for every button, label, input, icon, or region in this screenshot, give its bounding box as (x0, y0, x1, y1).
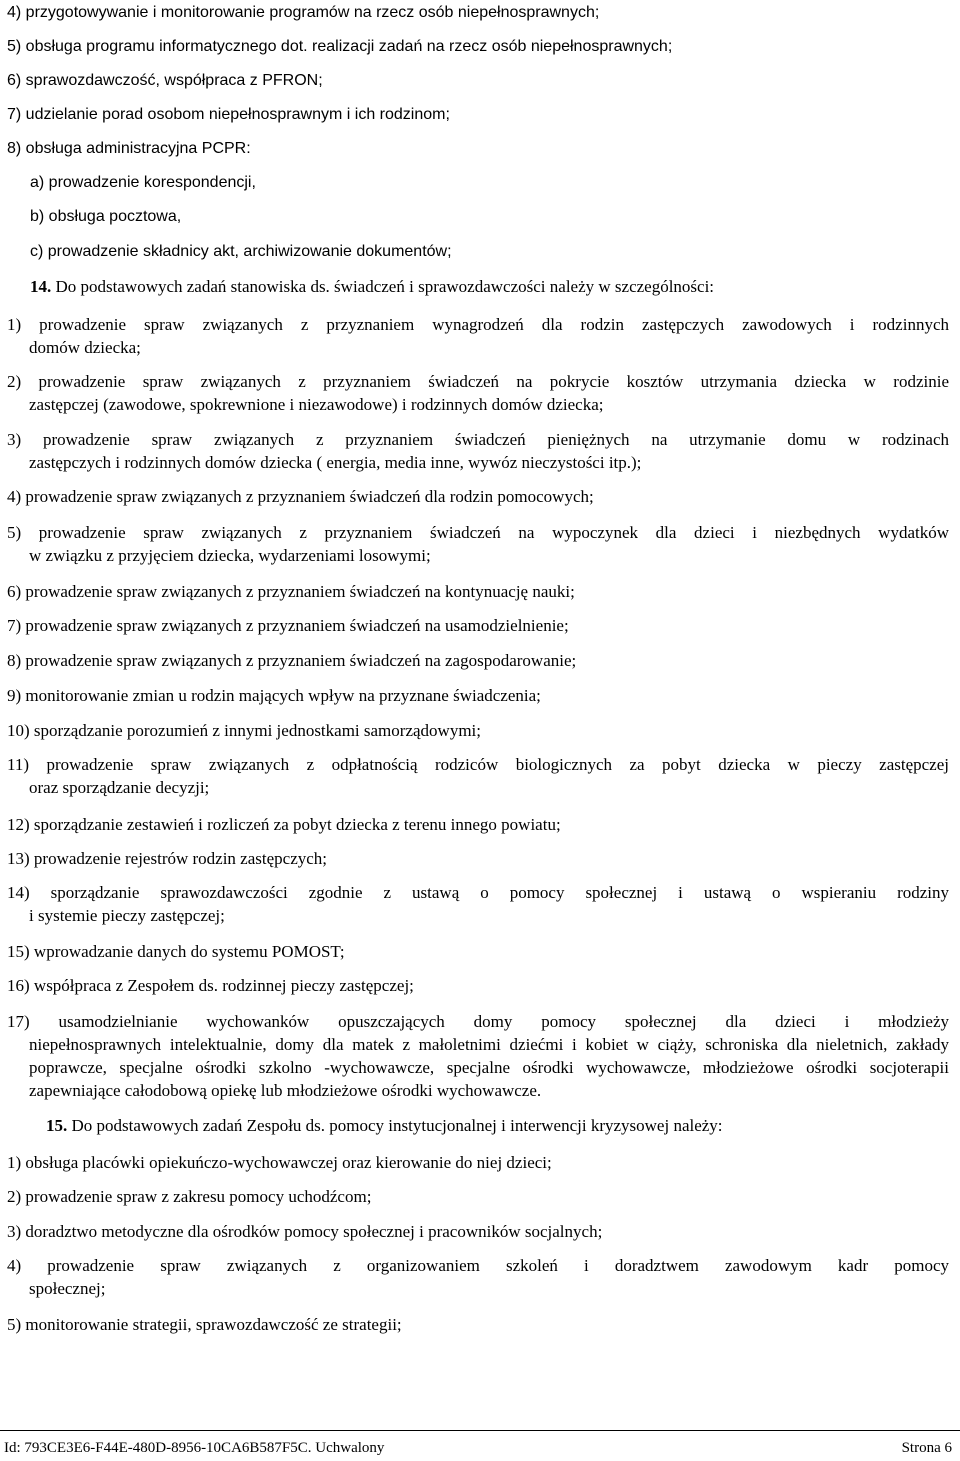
list-item-14-2 (7, 370, 949, 416)
item-first-line: 4) prowadzenie spraw związanych z organizowaniem szkoleń i doradztwem zawodowym kadr pomocy (7, 1256, 949, 1275)
item-first-line: 3) prowadzenie spraw związanych z przyznaniem świadczeń pieniężnych na utrzymanie domu w rodzinach (7, 430, 949, 449)
list-item-14-6 (7, 580, 949, 603)
item-first-line: 1) prowadzenie spraw związanych z przyznaniem wynagrodzeń dla rodzin zastępczych zawodowych i rodzinnych (7, 315, 949, 334)
item-first-line: 7) prowadzenie spraw związanych z przyznaniem świadczeń na usamodzielnienie; (7, 616, 569, 635)
page-number: Strona 6 (901, 1440, 952, 1456)
list-item-15-5 (7, 1313, 949, 1336)
list-item-14-14 (7, 881, 949, 927)
item-first-line: 9) monitorowanie zmian u rodzin mających wpływ na przyznane świadczenia; (7, 686, 541, 705)
list-item-14-7 (7, 614, 949, 637)
list-item-14-16 (7, 974, 949, 997)
list-item-15-1 (7, 1151, 949, 1174)
list-item-15-2 (7, 1185, 949, 1208)
item-first-line: 14) sporządzanie sprawozdawczości zgodnie z ustawą o pomocy społecznej i ustawą o wspieraniu rodziny (7, 883, 949, 902)
item-first-line: 2) prowadzenie spraw z zakresu pomocy uchodźcom; (7, 1187, 372, 1206)
item-first-line: 2) prowadzenie spraw związanych z przyznaniem świadczeń na pokrycie kosztów utrzymania dziecka w rodzinie (7, 372, 949, 391)
item-first-line: 17) usamodzielnianie wychowanków opuszczających domy pomocy społecznej dla dzieci i młodzieży (7, 1012, 949, 1031)
list-item-14-8 (7, 649, 949, 672)
item-first-line: 8) prowadzenie spraw związanych z przyznaniem świadczeń na zagospodarowanie; (7, 651, 577, 670)
section-heading-14 (30, 276, 714, 298)
item-continuation: w związku z przyjęciem dziecka, wydarzeniami losowymi; (29, 546, 431, 565)
item-continuation: społecznej; (29, 1279, 106, 1298)
list-item-14-9 (7, 684, 949, 707)
section-heading-text: Do podstawowych zadań Zespołu ds. pomocy instytucjonalnej i interwencji kryzysowej należy: (71, 1116, 723, 1135)
list-item-14-3 (7, 428, 949, 474)
item-first-line: 1) obsługa placówki opiekuńczo-wychowawczej oraz kierowanie do niej dzieci; (7, 1153, 552, 1172)
list-item: 4) przygotowywanie i monitorowanie programów na rzecz osób niepełnosprawnych; (7, 4, 600, 21)
section-number: 14. (30, 277, 52, 296)
list-item-14-10 (7, 719, 949, 742)
list-item-14-15 (7, 940, 949, 963)
item-first-line: 16) współpraca z Zespołem ds. rodzinnej pieczy zastępczej; (7, 976, 414, 995)
item-first-line: 5) prowadzenie spraw związanych z przyznaniem świadczeń na wypoczynek dla dzieci i niezbędnych wydatków (7, 523, 949, 542)
list-item-14-5 (7, 521, 949, 567)
section-heading-15 (46, 1115, 723, 1137)
list-item-14-12 (7, 813, 949, 836)
item-continuation: zastępczej (zawodowe, spokrewnione i niezawodowe) i rodzinnych domów dziecka; (29, 395, 604, 414)
item-first-line: 6) prowadzenie spraw związanych z przyznaniem świadczeń na kontynuację nauki; (7, 582, 575, 601)
item-first-line: 3) doradztwo metodyczne dla ośrodków pomocy społecznej i pracowników socjalnych; (7, 1222, 603, 1241)
item-first-line: 5) monitorowanie strategii, sprawozdawczość ze strategii; (7, 1315, 402, 1334)
sub-list-item: c) prowadzenie składnicy akt, archiwizowanie dokumentów; (30, 243, 452, 260)
item-first-line: 13) prowadzenie rejestrów rodzin zastępczych; (7, 849, 328, 868)
list-item-14-17 (7, 1010, 949, 1102)
list-item-15-4 (7, 1254, 949, 1300)
section-number: 15. (46, 1116, 68, 1135)
footer-divider (0, 1430, 960, 1431)
item-continuation: oraz sporządzanie decyzji; (29, 778, 210, 797)
list-item-15-3 (7, 1220, 949, 1243)
list-item: 6) sprawozdawczość, współpraca z PFRON; (7, 72, 323, 89)
item-first-line: 4) prowadzenie spraw związanych z przyznaniem świadczeń dla rodzin pomocowych; (7, 487, 594, 506)
item-continuation: niepełnosprawnych intelektualnie, domy dla matek z małoletnimi dziećmi i kobiet w ciąży, schroniska dla nieletnich, zakłady poprawcze, specjalne ośrodki szkolno -wychowawcze, specjalne ośrodki wychowawcze, młodzieżowe ośrodki socjoterapii zapewniające całodobową opiekę lub młodzieżowe ośrodki wychowawcze. (29, 1035, 949, 1100)
item-first-line: 11) prowadzenie spraw związanych z odpłatnością rodziców biologicznych za pobyt dziecka w pieczy zastępczej (7, 755, 949, 774)
item-continuation: i systemie pieczy zastępczej; (29, 906, 225, 925)
sub-list-item: b) obsługa pocztowa, (30, 208, 182, 225)
list-item: 5) obsługa programu informatycznego dot. realizacji zadań na rzecz osób niepełnosprawnych; (7, 38, 673, 55)
item-continuation: domów dziecka; (29, 338, 141, 357)
list-item: 7) udzielanie porad osobom niepełnosprawnym i ich rodzinom; (7, 106, 450, 123)
list-item: 8) obsługa administracyjna PCPR: (7, 140, 251, 157)
sub-list-item: a) prowadzenie korespondencji, (30, 174, 256, 191)
list-item-14-1 (7, 313, 949, 359)
item-first-line: 12) sporządzanie zestawień i rozliczeń za pobyt dziecka z terenu innego powiatu; (7, 815, 561, 834)
list-item-14-13 (7, 847, 949, 870)
list-item-14-11 (7, 753, 949, 799)
item-continuation: zastępczych i rodzinnych domów dziecka ( energia, media inne, wywóz nieczystości itp.); (29, 453, 642, 472)
document-id: Id: 793CE3E6-F44E-480D-8956-10CA6B587F5C. Uchwalony (4, 1440, 385, 1456)
item-first-line: 15) wprowadzanie danych do systemu POMOST; (7, 942, 345, 961)
list-item-14-4 (7, 485, 949, 508)
item-first-line: 10) sporządzanie porozumień z innymi jednostkami samorządowymi; (7, 721, 481, 740)
section-heading-text: Do podstawowych zadań stanowiska ds. świadczeń i sprawozdawczości należy w szczególności: (55, 277, 715, 296)
